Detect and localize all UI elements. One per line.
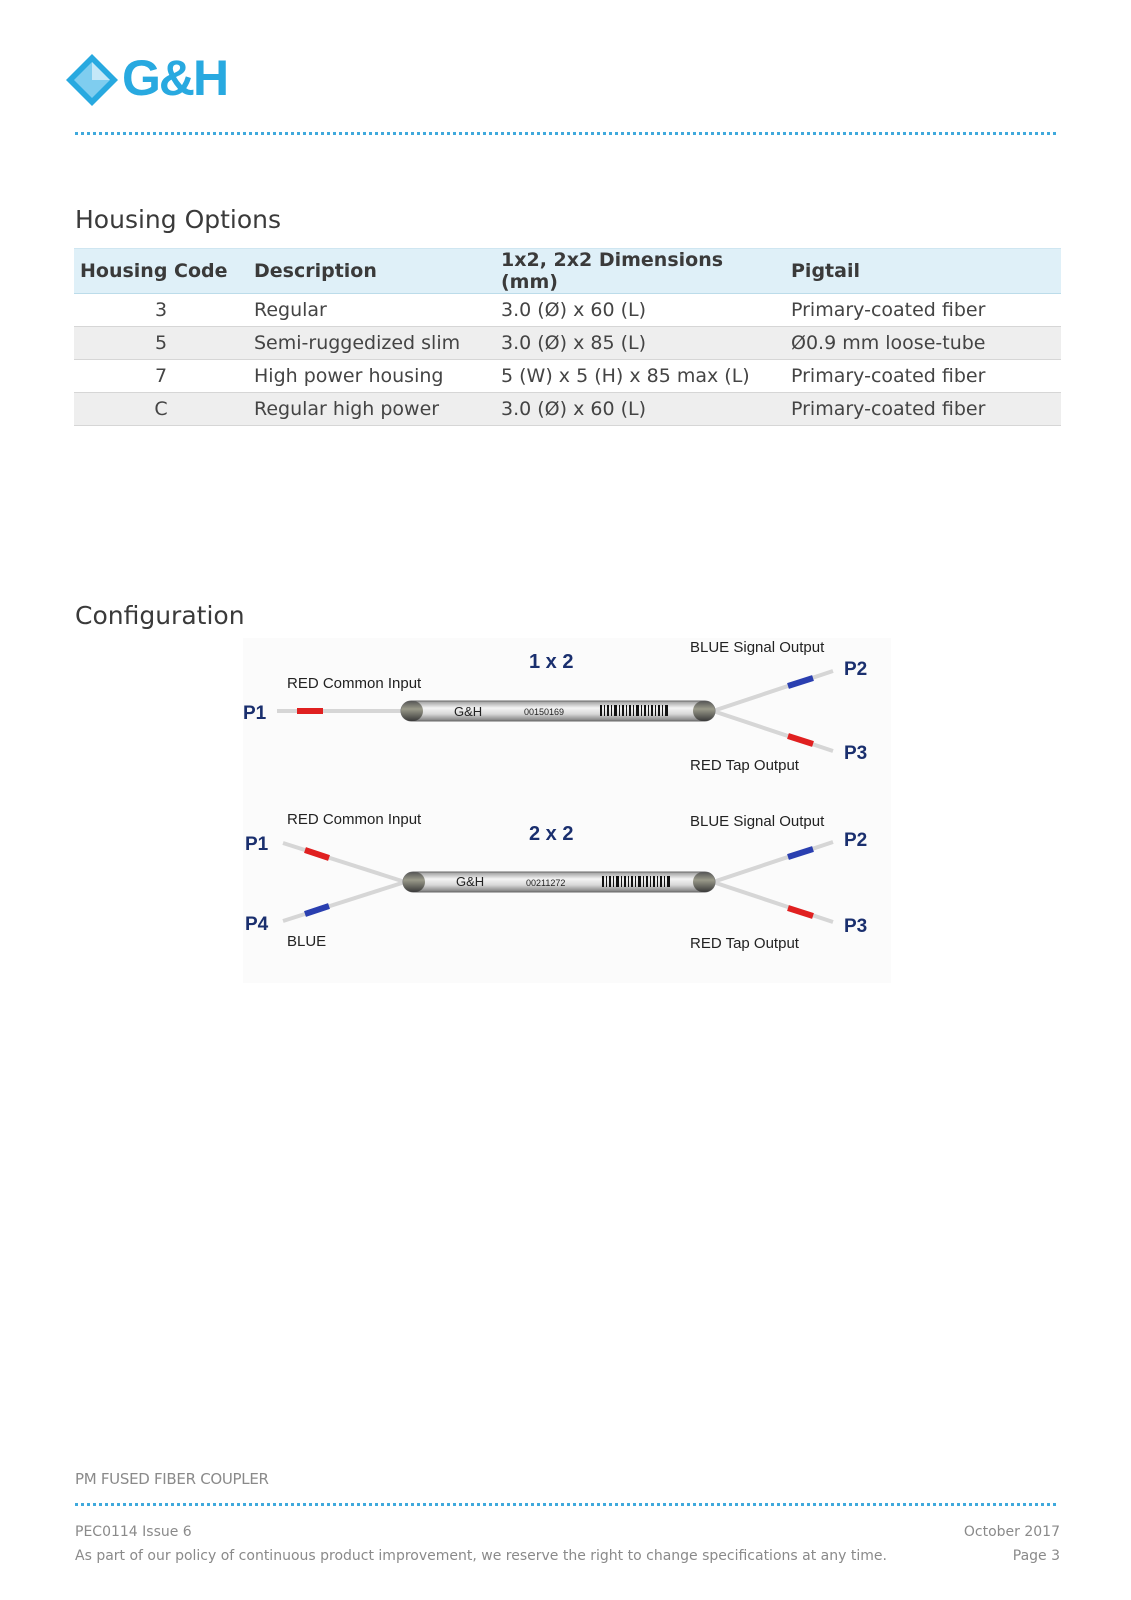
output-fiber-p3 [713,882,833,922]
output-fiber-p3 [713,711,833,751]
company-logo [66,52,226,110]
housing-brand-label: G&H [454,704,483,719]
footer-divider [75,1503,1056,1506]
housing-serial-number: 00150169 [524,707,565,717]
pigtail-cell: Primary-coated fiber [785,360,1061,393]
table-row [74,393,1061,426]
housing-code-cell: 5 [74,327,248,360]
column-header-dimensions: 1x2, 2x2 Dimensions (mm) [495,249,785,294]
red-fiber-marker [305,850,329,858]
footer-document-id: PEC0114 Issue 6 [75,1524,192,1540]
description-cell: High power housing [248,360,495,393]
housing-options-title: Housing Options [75,205,282,234]
blue-fiber-marker [788,849,813,857]
configuration-title: Configuration [75,601,245,630]
blue-signal-output-label: BLUE Signal Output [690,639,825,656]
logo-wordmark: G&H [122,50,228,106]
config-1x2-label: 1 x 2 [529,651,574,673]
red-common-input-label: RED Common Input [287,811,422,828]
config-2x2-label: 2 x 2 [529,823,574,845]
housing-options-table [74,248,1061,426]
housing-end-cap [401,701,423,721]
pigtail-cell: Primary-coated fiber [785,294,1061,327]
port-p1-label: P1 [245,834,269,855]
dimensions-cell: 3.0 (Ø) x 60 (L) [495,393,785,426]
column-header-pigtail: Pigtail [785,249,1061,294]
housing-code-cell: 7 [74,360,248,393]
table-row [74,294,1061,327]
blue-input-label: BLUE [287,933,327,950]
blue-fiber-marker [788,678,813,686]
pigtail-cell: Primary-coated fiber [785,393,1061,426]
dimensions-cell: 3.0 (Ø) x 85 (L) [495,327,785,360]
coupler-2x2-diagram [245,811,867,952]
table-row [74,360,1061,393]
description-cell: Regular high power [248,393,495,426]
housing-code-cell: C [74,393,248,426]
diamond-logo-icon [66,52,124,110]
port-p3-label: P3 [844,916,868,937]
port-p3-label: P3 [844,743,868,764]
dimensions-cell: 5 (W) x 5 (H) x 85 max (L) [495,360,785,393]
port-p4-label: P4 [245,914,269,935]
pigtail-cell: Ø0.9 mm loose-tube [785,327,1061,360]
housing-code-cell: 3 [74,294,248,327]
output-fiber-p2 [713,671,833,711]
footer-right [964,1520,1060,1568]
red-common-input-label: RED Common Input [287,675,422,692]
dimensions-cell: 3.0 (Ø) x 60 (L) [495,294,785,327]
input-fiber-p1 [283,843,405,882]
footer-date: October 2017 [963,1524,1060,1540]
housing-brand-label: G&H [456,874,485,889]
housing-end-cap [693,701,715,721]
port-p1-label: P1 [243,703,267,724]
table-header-row [74,249,1061,294]
housing-end-cap [403,872,425,892]
input-fiber-p4 [283,882,405,921]
output-fiber-p2 [713,842,833,882]
footer-left [75,1520,887,1568]
footer-page-number: Page 3 [1012,1548,1060,1564]
blue-fiber-marker [305,906,329,914]
housing-end-cap [693,872,715,892]
coupler-1x2-diagram [243,639,867,774]
description-cell: Regular [248,294,495,327]
footer-product-name: PM FUSED FIBER COUPLER [75,1470,269,1488]
red-tap-output-label: RED Tap Output [690,757,799,774]
table-row [74,327,1061,360]
column-header-housing-code: Housing Code [74,249,248,294]
port-p2-label: P2 [844,830,868,851]
configuration-diagram [243,638,891,983]
description-cell: Semi-ruggedized slim [248,327,495,360]
blue-signal-output-label: BLUE Signal Output [690,813,825,830]
red-fiber-marker [788,736,813,744]
footer-disclaimer: As part of our policy of continuous product improvement, we reserve the right to change specifications at any time. [75,1548,887,1564]
red-tap-output-label: RED Tap Output [690,935,799,952]
header-divider [75,132,1056,135]
port-p2-label: P2 [844,659,868,680]
column-header-description: Description [248,249,495,294]
red-fiber-marker [788,908,813,916]
housing-serial-number: 00211272 [526,878,566,888]
